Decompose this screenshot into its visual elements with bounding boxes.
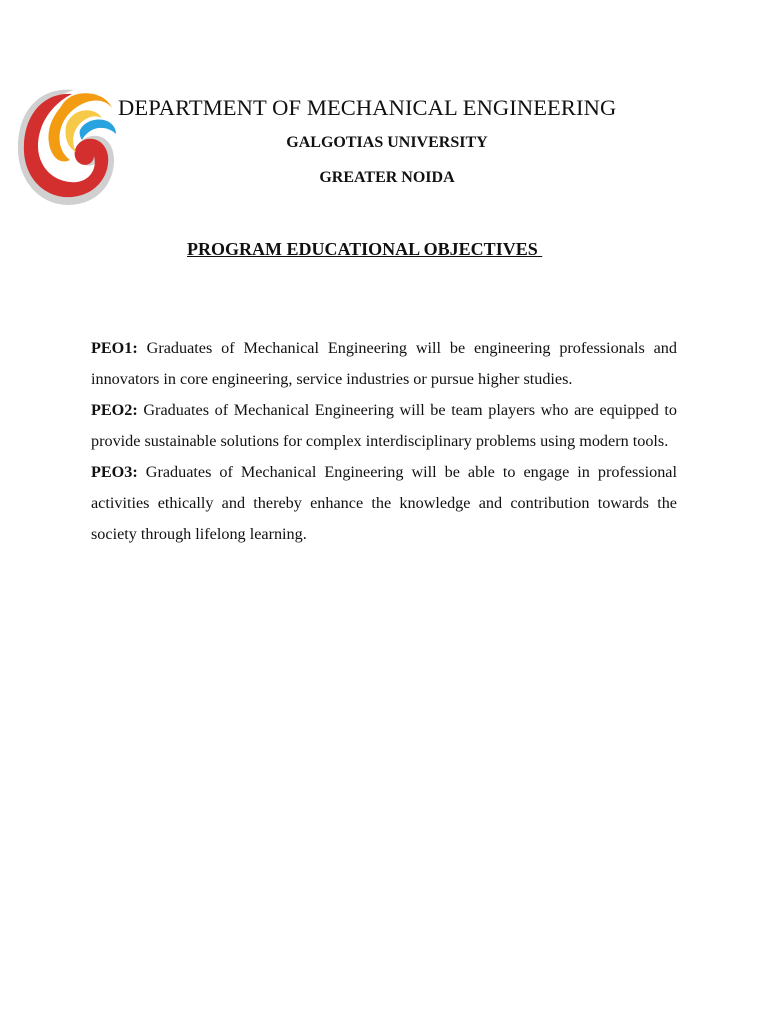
objective-item-peo1 — [91, 333, 677, 395]
objective-item-peo2 — [91, 395, 677, 457]
university-name: GALGOTIAS UNIVERSITY — [286, 134, 488, 151]
objective-label: PEO1: — [91, 339, 138, 357]
objectives-list — [91, 333, 677, 550]
objective-text: Graduates of Mechanical Engineering will be engineering professionals and innovators in core engineering, service industries or pursue higher studies. — [91, 339, 677, 388]
objective-text: Graduates of Mechanical Engineering will be able to engage in professional activities ethically and thereby enhance the knowledge and contribution towards the society through lifelong learning. — [91, 463, 677, 543]
department-title: DEPARTMENT OF MECHANICAL ENGINEERING — [118, 95, 617, 120]
objective-text: Graduates of Mechanical Engineering will be team players who are equipped to provide sustainable solutions for complex interdisciplinary problems using modern tools. — [91, 401, 677, 450]
objective-item-peo3 — [91, 457, 677, 550]
section-heading: PROGRAM EDUCATIONAL OBJECTIVES — [187, 239, 543, 259]
objective-label: PEO3: — [91, 463, 138, 481]
city-name: GREATER NOIDA — [319, 169, 455, 186]
objective-label: PEO2: — [91, 401, 138, 419]
